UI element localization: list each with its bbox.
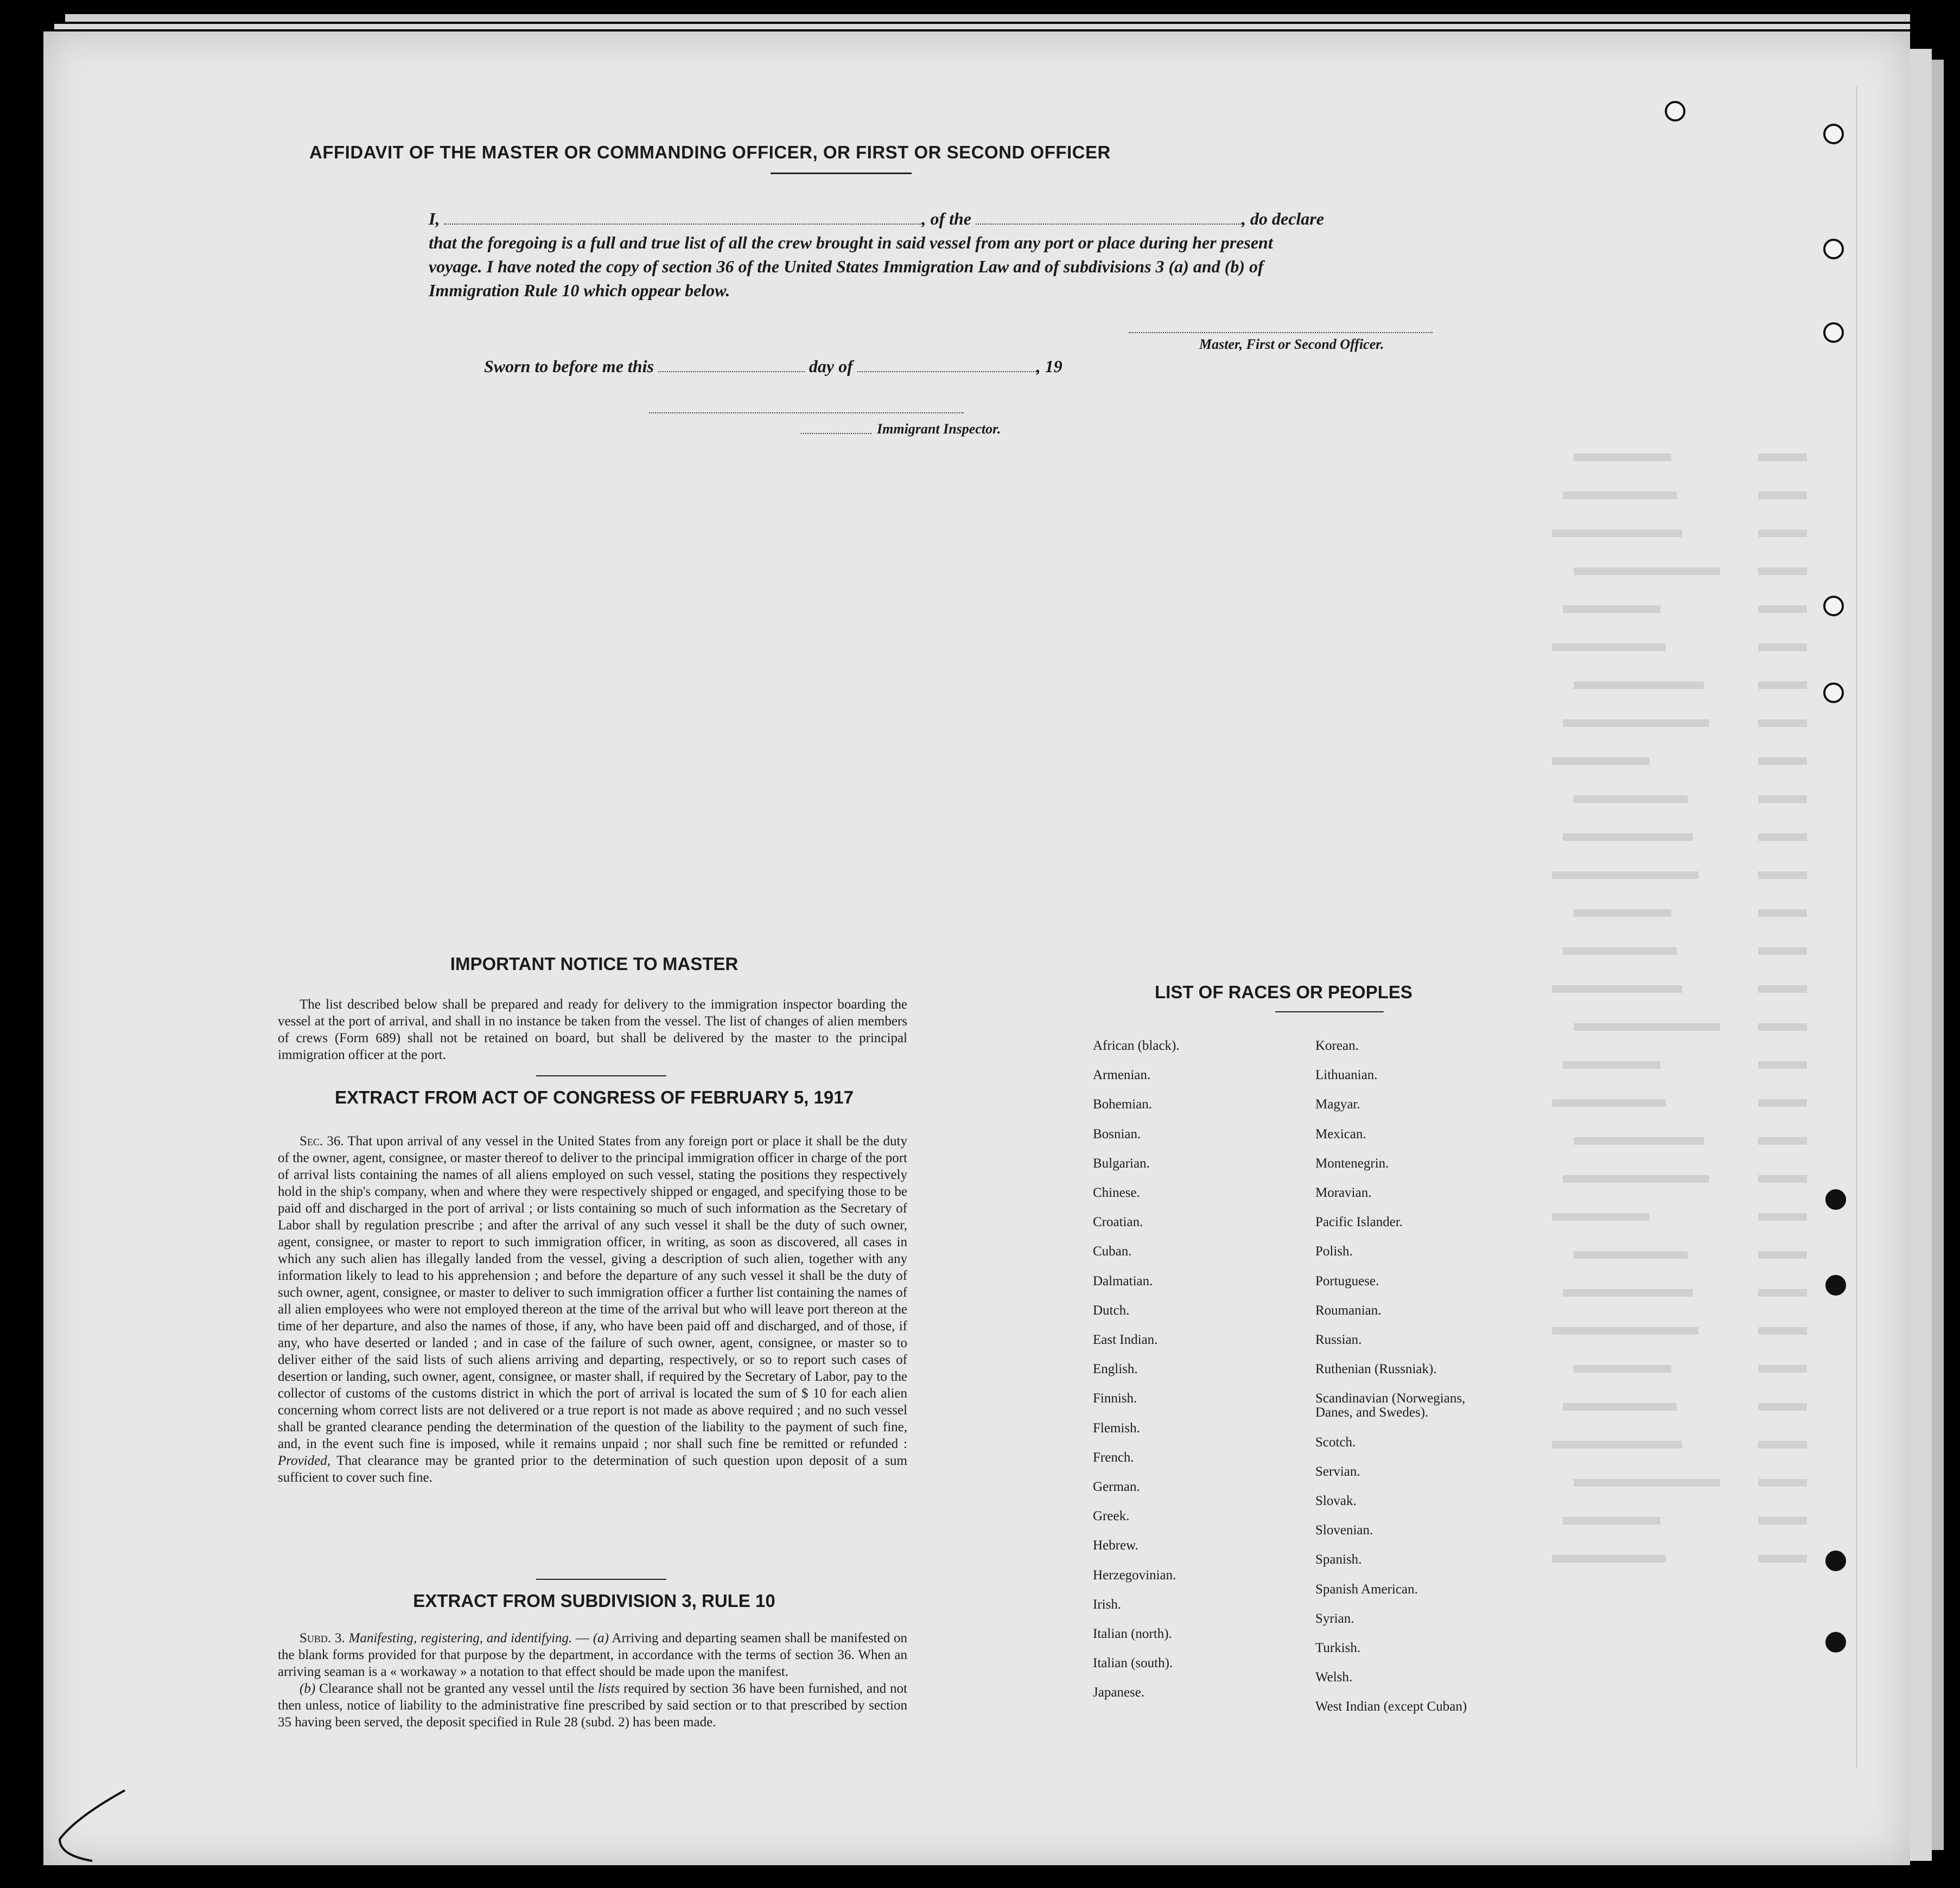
race-item: Syrian.: [1315, 1611, 1354, 1626]
race-item: East Indian.: [1093, 1332, 1158, 1347]
bleed-row: [1563, 1403, 1677, 1411]
races-title: LIST OF RACES OR PEOPLES: [1155, 982, 1412, 1002]
race-item: Montenegrin.: [1315, 1156, 1389, 1171]
affidavit-blank-line: [429, 207, 1465, 230]
bleed-row: [1758, 1517, 1807, 1525]
of-the-label: , of the: [921, 209, 971, 228]
binding-hole: [1823, 683, 1844, 703]
race-item: Chinese.: [1093, 1185, 1140, 1200]
bleed-row: [1758, 1403, 1807, 1411]
subd-heading: Manifesting, registering, and identifying.: [348, 1631, 572, 1645]
bleed-row: [1552, 757, 1650, 765]
bleed-row: [1758, 681, 1807, 689]
race-item: Turkish.: [1315, 1641, 1361, 1655]
race-item: Irish.: [1093, 1597, 1122, 1612]
stacked-pages-edge: [1932, 60, 1944, 1850]
master-signature-label: Master, First or Second Officer.: [1199, 336, 1384, 352]
bleed-row: [1758, 1023, 1807, 1031]
bleed-row: [1574, 681, 1704, 689]
extract-rule-title: EXTRACT FROM SUBDIVISION 3, RULE 10: [413, 1591, 775, 1611]
binding-hole: [1825, 1551, 1846, 1571]
provided-text: That clearance may be granted prior to the determination of such question upon deposit of a sum sufficient to cover such fine.: [278, 1453, 907, 1485]
bleed-row: [1758, 1251, 1807, 1259]
sworn-label: Sworn to before me this: [484, 356, 654, 376]
race-item: Russian.: [1315, 1332, 1362, 1347]
bleed-row: [1758, 909, 1807, 917]
bleed-row: [1574, 454, 1671, 461]
bleed-row: [1758, 947, 1807, 955]
bleed-row: [1758, 985, 1807, 993]
race-item: Bohemian.: [1093, 1097, 1153, 1112]
race-item: Armenian.: [1093, 1068, 1151, 1083]
notice-title: IMPORTANT NOTICE TO MASTER: [450, 954, 739, 974]
bleed-row: [1758, 454, 1807, 461]
para-b-rest: required by section 36 have been furnished, and not then unless, notice of liability to the administrative fine prescribed by said section or to that prescribed by section 35 having been served, the deposit specified in Rule 28 (subd. 2) has been made.: [278, 1681, 907, 1730]
bleed-row: [1563, 947, 1677, 955]
binding-hole: [1823, 596, 1844, 616]
title-rule: [771, 173, 912, 174]
binding-hole: [1825, 1275, 1846, 1296]
sec-36-text: That upon arrival of any vessel in the United States from any foreign port or place it shall be the duty of the owner, agent, consignee, or master thereof to deliver to the principal immigration officer in charge of the port of arrival lists containing the names of all aliens employed on such vessel, stating the positions they respectively hold in the ship's company, when and where they were respectively shipped or engaged, and specifying those to be paid off and discharged in the port of arrival ; or lists containing so much of such information as the Secretary of Labor shall by regulation prescribe ; and after the arrival of any such vessel it shall be the duty of such owner, agent, consignee, or master to report to such immigration officer, in writing, as soon as discovered, all cases in which any such alien has illegally landed from the vessel, giving a description of such alien, together with any information likely to lead to his apprehension ; and before the departure of any such vessel it shall be the duty of such owner, agent, consignee, or master to deliver to such immigration officer a further list containing the names of all alien employees who were not employed thereon at the time of the arrival but who will leave port thereon at the time of her departure, and also the names of those, if any, who have been paid off and discharged, and of those, if any, who have deserted or landed ; and in case of the failure of such owner, agent, consignee, or master so to deliver either of the said lists of such aliens arriving and departing, respectively, or so to report such cases of desertion or landing, such owner, agent, consignee, or master shall, if required by the Secretary of Labor, pay to the collector of customs of the customs district in which the port of arrival is located the sum of $ 10 for each alien concerning whom correct lists are not delivered or a true report is not made as above required ; and no such vessel shall be granted clearance pending the determination of the question of the liability to the payment of such fine, and, in the event such fine is imposed, while it remains unpaid ; nor shall such fine be remitted or refunded :: [278, 1134, 907, 1451]
bleed-row: [1574, 909, 1671, 917]
bleed-row: [1758, 1213, 1807, 1221]
race-item: English.: [1093, 1362, 1138, 1377]
underlying-page-edge: [54, 24, 1910, 29]
affidavit-title: AFFIDAVIT OF THE MASTER OR COMMANDING OFFICER, OR FIRST OR SECOND OFFICER: [309, 142, 1111, 162]
race-item: Portuguese.: [1315, 1273, 1379, 1289]
bleed-row: [1758, 833, 1807, 841]
race-item: Pacific Islander.: [1315, 1215, 1403, 1230]
para-b-lists: lists: [597, 1681, 620, 1696]
sworn-line: [484, 355, 1189, 378]
binding-hole: [1823, 239, 1844, 259]
para-b-start: Clearance shall not be granted any vessel until the: [319, 1681, 594, 1696]
sworn-day-field[interactable]: [658, 356, 805, 372]
sworn-month-field[interactable]: [857, 356, 1036, 372]
bleed-row: [1758, 1137, 1807, 1145]
race-item: Welsh.: [1315, 1670, 1353, 1685]
year-label: , 19: [1036, 356, 1062, 376]
race-item: Korean.: [1315, 1038, 1359, 1053]
notice-text: The list described below shall be prepared and ready for delivery to the immigration inspector boarding the vessel at the port of arrival, and shall in no instance be taken from the vessel. The list of changes of alien members of crews (Form 689) shall not be retained on board, but shall be delivered by the master to the principal immigration officer at the port.: [278, 997, 907, 1062]
bleed-row: [1552, 1213, 1650, 1221]
bleed-row: [1552, 985, 1682, 993]
bleed-row: [1574, 1137, 1704, 1145]
race-item: Polish.: [1315, 1244, 1353, 1259]
race-item: Scotch.: [1315, 1434, 1356, 1450]
section-rule: [536, 1579, 666, 1580]
para-b-label: (b): [300, 1681, 316, 1696]
race-item: Herzegovinian.: [1093, 1567, 1176, 1583]
races-rule: [1275, 1011, 1384, 1012]
race-item: Lithuanian.: [1315, 1068, 1378, 1083]
declare-label: , do declare: [1242, 209, 1324, 228]
para-a-text: Arriving and departing seamen shall be manifested on the blank forms provided for that purpose by the department, in accordance with the terms of section 36. When an arriving seaman is a « workaway » a notation to that effect should be made upon the manifest.: [278, 1631, 907, 1679]
bleed-row: [1552, 643, 1666, 651]
extract-rule-body: Subd. 3. Manifesting, registering, and identifying. — (a) Arriving and departing seamen shall be manifested on the blank forms provided for that purpose by the department, in accordance with the terms of section 36. When an arriving seaman is a « workaway » a notation to that effect should be made upon the manifest. (b) Clearance shall not be granted any vessel until the lists required by section 36 have been furnished, and not then unless, notice of liability to the administrative fine prescribed by said section or to that prescribed by section 35 having been served, the deposit specified in Rule 28 (subd. 2) has been made.: [278, 1631, 907, 1730]
bleed-row: [1552, 530, 1682, 537]
inspector-dotted-lead: [801, 433, 871, 434]
binding-hole: [1665, 101, 1685, 122]
binding-hole: [1823, 322, 1844, 343]
bleed-row: [1574, 1479, 1720, 1487]
race-item: Bosnian.: [1093, 1126, 1141, 1141]
bleed-row: [1758, 643, 1807, 651]
bleed-row: [1552, 871, 1698, 879]
inspector-label: Immigrant Inspector.: [877, 421, 1001, 437]
bleed-row: [1563, 1175, 1709, 1183]
race-item: German.: [1093, 1479, 1140, 1494]
race-item: Japanese.: [1093, 1685, 1145, 1700]
bleed-row: [1758, 1327, 1807, 1335]
underlying-page-edge: [65, 14, 1910, 22]
binding-hole: [1823, 124, 1844, 144]
bleed-row: [1758, 1441, 1807, 1449]
race-item: Dutch.: [1093, 1303, 1130, 1318]
bleed-row: [1574, 1365, 1671, 1373]
binding-hole: [1825, 1632, 1846, 1653]
section-rule: [536, 1075, 666, 1076]
race-item: Bulgarian.: [1093, 1156, 1150, 1171]
name-blank-field[interactable]: [444, 208, 921, 225]
race-item: Slovak.: [1315, 1494, 1357, 1508]
subd-label: Subd. 3.: [300, 1631, 345, 1645]
bleed-row: [1563, 1517, 1660, 1525]
bleed-row: [1758, 795, 1807, 803]
race-item: Flemish.: [1093, 1420, 1140, 1436]
bleed-row: [1574, 795, 1688, 803]
bleed-row: [1552, 1441, 1682, 1449]
race-item: Spanish.: [1315, 1552, 1362, 1567]
vessel-blank-field[interactable]: [976, 208, 1242, 225]
bleed-row: [1552, 1555, 1666, 1562]
race-item: West Indian (except Cuban): [1315, 1699, 1467, 1714]
bleed-row: [1574, 1251, 1688, 1259]
race-item: Finnish.: [1093, 1391, 1137, 1406]
race-item: Roumanian.: [1315, 1303, 1382, 1318]
provided-label: Provided,: [278, 1453, 330, 1468]
bleed-row: [1758, 1479, 1807, 1487]
inspector-signature-field[interactable]: [649, 412, 964, 413]
race-item: Moravian.: [1315, 1185, 1372, 1200]
bleed-row: [1758, 567, 1807, 575]
bleed-row: [1758, 1175, 1807, 1183]
race-item: Danes, and Swedes).: [1315, 1405, 1429, 1420]
bleed-row: [1758, 530, 1807, 537]
race-item: Servian.: [1315, 1464, 1360, 1479]
race-item: African (black).: [1093, 1038, 1180, 1053]
race-item: Ruthenian (Russniak).: [1315, 1362, 1437, 1377]
day-of-label: day of: [809, 356, 853, 376]
race-item: Cuban.: [1093, 1244, 1132, 1259]
bleed-row: [1758, 1099, 1807, 1107]
extract-act-title: EXTRACT FROM ACT OF CONGRESS OF FEBRUARY 5, 1917: [335, 1087, 854, 1107]
stacked-pages-edge: [1910, 49, 1932, 1861]
bleed-row: [1758, 757, 1807, 765]
binding-hole: [1825, 1189, 1846, 1210]
bleed-row: [1758, 719, 1807, 727]
bleed-row: [1574, 567, 1720, 575]
bleed-row: [1563, 833, 1693, 841]
i-label: I,: [429, 209, 440, 228]
race-item: Magyar.: [1315, 1097, 1360, 1112]
race-item: Croatian.: [1093, 1215, 1143, 1230]
bleed-row: [1758, 1289, 1807, 1297]
race-item: Italian (north).: [1093, 1627, 1172, 1641]
bleed-row: [1563, 492, 1677, 499]
race-item: French.: [1093, 1450, 1134, 1465]
bleed-row: [1563, 605, 1660, 613]
bleed-row: [1758, 492, 1807, 499]
bleed-row: [1758, 605, 1807, 613]
race-item: Italian (south).: [1093, 1656, 1173, 1671]
bleed-row: [1758, 1061, 1807, 1069]
master-signature-field[interactable]: [1129, 332, 1433, 333]
bleed-row: [1758, 1555, 1807, 1562]
bleed-row: [1758, 1365, 1807, 1373]
sec-label: Sec. 36.: [300, 1134, 344, 1149]
bleed-row: [1552, 1327, 1698, 1335]
pen-mark: [43, 1779, 136, 1872]
bleed-row: [1574, 1023, 1720, 1031]
para-a-label: (a): [593, 1631, 609, 1645]
bleed-row: [1758, 871, 1807, 879]
bleed-row: [1563, 1289, 1693, 1297]
race-item: Slovenian.: [1315, 1523, 1373, 1538]
bleed-row: [1563, 1061, 1660, 1069]
bleed-row: [1563, 719, 1709, 727]
race-item: Spanish American.: [1315, 1581, 1418, 1597]
race-item: Hebrew.: [1093, 1538, 1138, 1553]
race-item: Mexican.: [1315, 1126, 1366, 1141]
notice-body: [278, 996, 907, 1063]
affidavit-body-2: voyage. I have noted the copy of section 36 of the United States Immigration Law and of subdivisions 3 (a) and (b) of: [429, 257, 1264, 276]
race-item: Dalmatian.: [1093, 1273, 1153, 1289]
bleed-rule: [1856, 87, 1857, 1769]
extract-act-body: [278, 1133, 907, 1486]
bleed-row: [1552, 1099, 1666, 1107]
race-item: Greek.: [1093, 1509, 1130, 1524]
affidavit-body-1: that the foregoing is a full and true list of all the crew brought in said vessel from any port or place during her present: [429, 233, 1273, 252]
race-item: Scandinavian (Norwegians,: [1315, 1391, 1466, 1406]
affidavit-body-3: Immigration Rule 10 which oppear below.: [429, 280, 730, 300]
